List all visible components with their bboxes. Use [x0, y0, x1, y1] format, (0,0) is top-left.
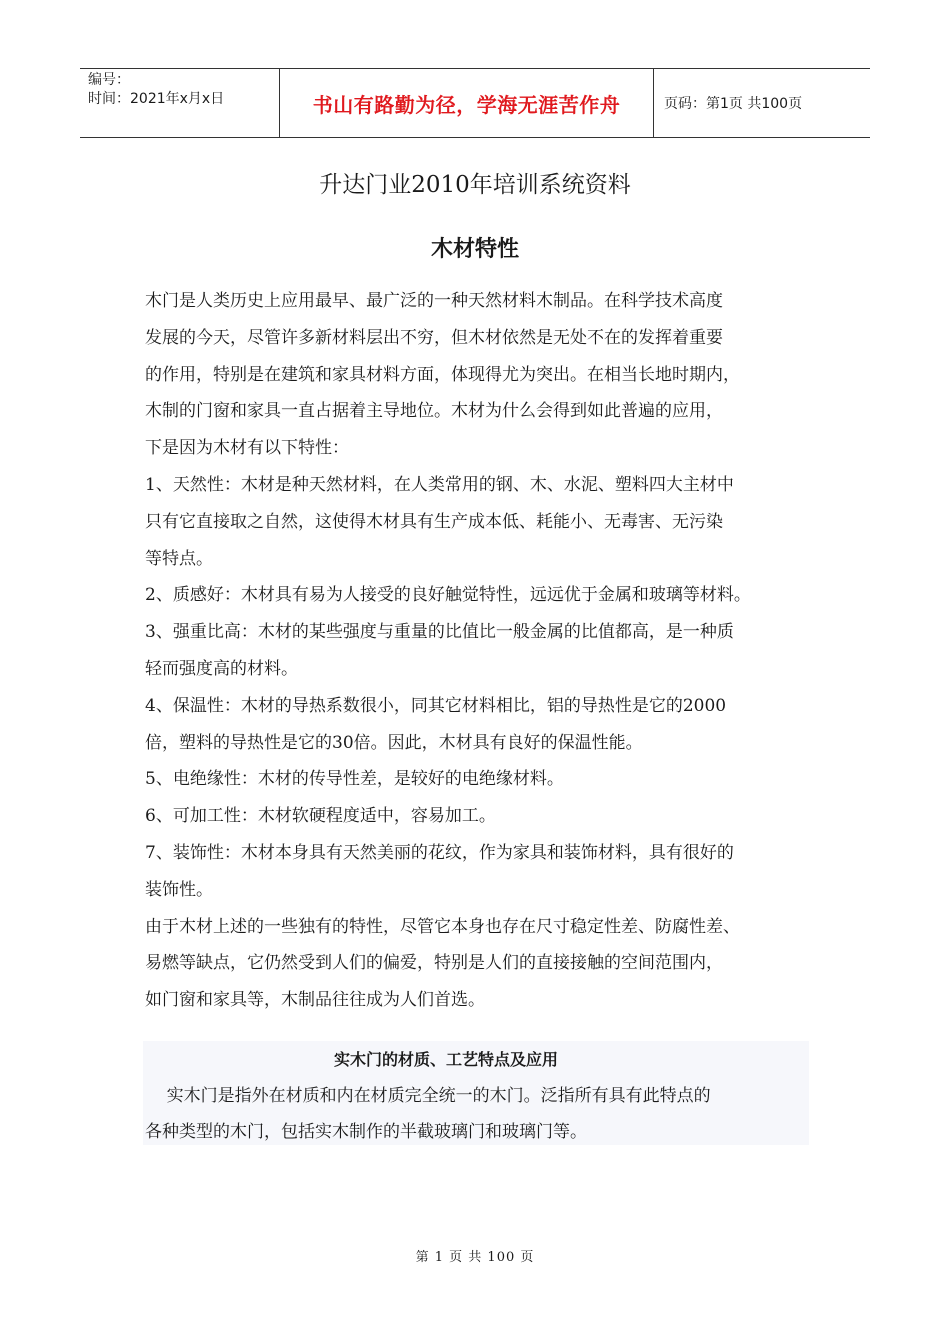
body-line: 倍，塑料的导热性是它的30倍。因此，木材具有良好的保温性能。	[145, 732, 643, 753]
document-title: 升达门业2010年培训系统资料	[319, 172, 631, 198]
body-line: 3、强重比高：木材的某些强度与重量的比值比一般金属的比值都高，是一种质	[145, 622, 734, 643]
body-line: 发展的今天，尽管许多新材料层出不穷，但木材依然是无处不在的发挥着重要	[145, 327, 723, 348]
page-footer: 第 1 页 共 100 页	[415, 1250, 535, 1265]
section-title: 木材特性	[430, 237, 519, 262]
body-text	[145, 283, 825, 1019]
motto-text: 书山有路勤为径，学海无涯苦作舟	[312, 92, 621, 117]
time-label: 时间：2021年x月x日	[88, 91, 225, 107]
body-line: 轻而强度高的材料。	[145, 658, 298, 679]
subsection-text	[145, 1078, 805, 1150]
page-info-cell	[654, 69, 870, 137]
body-line: 易燃等缺点，它仍然受到人们的偏爱，特别是人们的直接接触的空间范围内，	[145, 953, 723, 974]
body-line: 1、天然性：木材是种天然材料，在人类常用的钢、木、水泥、塑料四大主材中	[145, 474, 734, 495]
body-line: 由于木材上述的一些独有的特性，尽管它本身也存在尺寸稳定性差、防腐性差、	[145, 916, 740, 937]
page-info-text: 页码：第1页 共100页	[664, 96, 803, 112]
body-line: 如门窗和家具等，木制品往往成为人们首选。	[145, 990, 485, 1011]
body-line: 下是因为木材有以下特性：	[145, 438, 349, 459]
header-meta-cell	[80, 69, 280, 137]
body-line: 7、装饰性：木材本身具有天然美丽的花纹，作为家具和装饰材料，具有很好的	[145, 842, 734, 863]
subsection-line: 实木门是指外在材质和内在材质完全统一的木门。泛指所有具有此特点的	[145, 1086, 711, 1106]
body-line: 6、可加工性：木材软硬程度适中，容易加工。	[145, 806, 496, 827]
motto-cell	[280, 69, 654, 137]
body-line: 4、保温性：木材的导热系数很小，同其它材料相比，铝的导热性是它的2000	[145, 695, 727, 716]
body-line: 的作用，特别是在建筑和家具材料方面，体现得尤为突出。在相当长地时期内，	[145, 364, 740, 385]
body-line: 木门是人类历史上应用最早、最广泛的一种天然材料木制品。在科学技术高度	[145, 291, 723, 311]
subsection-title: 实木门的材质、工艺特点及应用	[333, 1050, 558, 1069]
subsection-line: 各种类型的木门，包括实木制作的半截玻璃门和玻璃门等。	[145, 1122, 587, 1142]
serial-label: 编号：	[88, 72, 130, 88]
body-line: 只有它直接取之自然，这使得木材具有生产成本低、耗能小、无毒害、无污染	[145, 511, 723, 532]
header-table	[80, 68, 870, 138]
body-line: 装饰性。	[145, 879, 213, 900]
body-line: 2、质感好：木材具有易为人接受的良好触觉特性，远远优于金属和玻璃等材料。	[145, 585, 751, 606]
body-line: 木制的门窗和家具一直占据着主导地位。木材为什么会得到如此普遍的应用，	[145, 401, 723, 422]
body-line: 5、电绝缘性：木材的传导性差，是较好的电绝缘材料。	[145, 769, 564, 790]
body-line: 等特点。	[145, 548, 213, 569]
